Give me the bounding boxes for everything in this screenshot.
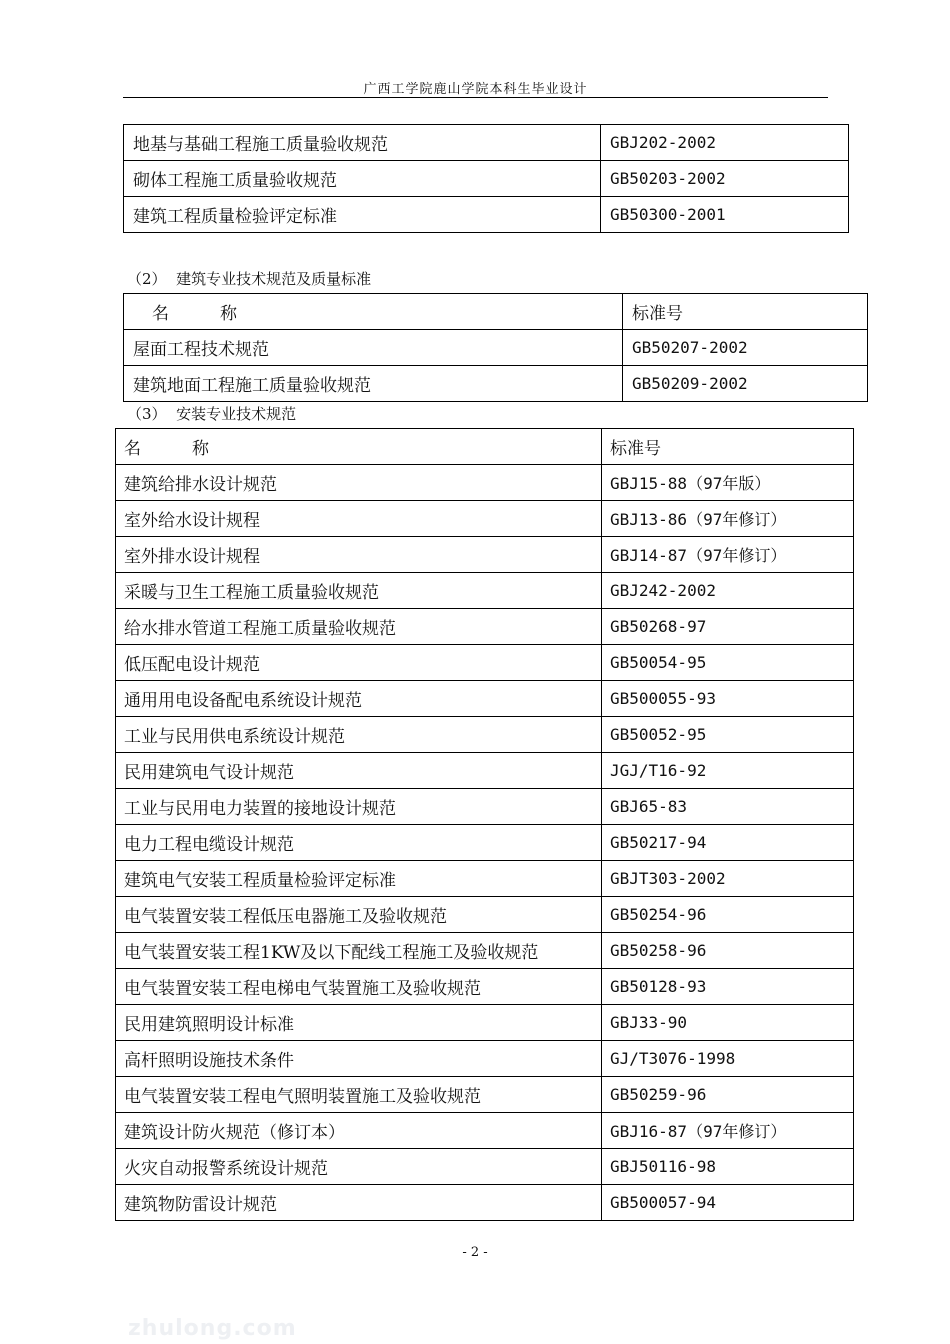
standard-name-cell: 地基与基础工程施工质量验收规范 — [124, 125, 601, 161]
table-row — [124, 330, 868, 366]
standard-code-cell: GB500057-94 — [602, 1185, 854, 1221]
architecture-standards-table-body — [124, 294, 868, 402]
standard-code-cell: GB50300-2001 — [601, 197, 849, 233]
table-row — [116, 1077, 854, 1113]
table-row — [116, 969, 854, 1005]
page-number: - 2 - — [462, 1245, 488, 1260]
table-row — [116, 501, 854, 537]
standard-name-cell: 工业与民用电力装置的接地设计规范 — [116, 789, 602, 825]
table-row — [116, 681, 854, 717]
table-row — [124, 125, 849, 161]
installation-standards-table — [115, 428, 854, 1221]
standard-code-cell: GB50054-95 — [602, 645, 854, 681]
standard-code-cell: GBJ33-90 — [602, 1005, 854, 1041]
table-row — [116, 789, 854, 825]
standard-name-cell: 电气装置安装工程电梯电气装置施工及验收规范 — [116, 969, 602, 1005]
standard-name-cell: 低压配电设计规范 — [116, 645, 602, 681]
standard-name-cell: 电气装置安装工程低压电器施工及验收规范 — [116, 897, 602, 933]
standard-code-cell: GB50209-2002 — [623, 366, 868, 402]
standard-name-cell: 给水排水管道工程施工质量验收规范 — [116, 609, 602, 645]
table-row — [116, 573, 854, 609]
standard-name-cell: 民用建筑电气设计规范 — [116, 753, 602, 789]
section-3-title: 安装专业技术规范 — [176, 405, 297, 423]
page-header: 广西工学院鹿山学院本科生毕业设计 — [363, 82, 588, 97]
table-row — [116, 1149, 854, 1185]
table-row — [116, 861, 854, 897]
table-row — [124, 366, 868, 402]
standard-code-cell: GBJ65-83 — [602, 789, 854, 825]
standard-code-cell: GB50259-96 — [602, 1077, 854, 1113]
standard-name-cell: 通用用电设备配电系统设计规范 — [116, 681, 602, 717]
standard-code-cell: GBJ16-87（97年修订） — [602, 1113, 854, 1149]
standard-code-cell: GB50217-94 — [602, 825, 854, 861]
standard-name-cell: 建筑地面工程施工质量验收规范 — [124, 366, 623, 402]
standard-name-cell: 建筑工程质量检验评定标准 — [124, 197, 601, 233]
table-row — [116, 1041, 854, 1077]
section-3-heading — [127, 403, 296, 424]
standard-name-cell: 建筑给排水设计规范 — [116, 465, 602, 501]
standard-code-cell: GBJ13-86（97年修订） — [602, 501, 854, 537]
standard-name-cell: 工业与民用供电系统设计规范 — [116, 717, 602, 753]
standard-code-cell: GBJ50116-98 — [602, 1149, 854, 1185]
standard-code-cell: GBJ242-2002 — [602, 573, 854, 609]
table-row — [116, 1185, 854, 1221]
standard-code-cell: GB50128-93 — [602, 969, 854, 1005]
standard-code-cell: GB50268-97 — [602, 609, 854, 645]
standard-name-cell: 室外给水设计规程 — [116, 501, 602, 537]
table-row — [124, 161, 849, 197]
table-row — [116, 897, 854, 933]
standard-name-cell: 采暖与卫生工程施工质量验收规范 — [116, 573, 602, 609]
table-row — [116, 753, 854, 789]
standard-name-cell: 建筑电气安装工程质量检验评定标准 — [116, 861, 602, 897]
standard-code-cell: GBJ14-87（97年修订） — [602, 537, 854, 573]
table-row — [116, 537, 854, 573]
standard-name-cell: 电气装置安装工程1KW及以下配线工程施工及验收规范 — [116, 933, 602, 969]
table-row — [116, 1113, 854, 1149]
table-row — [124, 197, 849, 233]
section-2-number: （2） — [127, 270, 167, 288]
standard-code-cell: GB50258-96 — [602, 933, 854, 969]
standard-code-cell: JGJ/T16-92 — [602, 753, 854, 789]
standard-name-cell: 高杆照明设施技术条件 — [116, 1041, 602, 1077]
standards-table-1 — [123, 124, 849, 233]
watermark-text: zhulong.com — [128, 1316, 297, 1341]
architecture-standards-table — [123, 293, 868, 402]
standard-name-cell: 民用建筑照明设计标准 — [116, 1005, 602, 1041]
table-row — [116, 645, 854, 681]
standard-code-cell: GB50207-2002 — [623, 330, 868, 366]
table-row — [116, 465, 854, 501]
standard-code-cell: GB50052-95 — [602, 717, 854, 753]
column-header-name: 名 称 — [124, 294, 623, 330]
column-header-code: 标准号 — [623, 294, 868, 330]
table-header-row — [124, 294, 868, 330]
table-row — [116, 609, 854, 645]
header-rule — [123, 97, 828, 98]
table-row — [116, 717, 854, 753]
standard-code-cell: GB50254-96 — [602, 897, 854, 933]
standard-name-cell: 砌体工程施工质量验收规范 — [124, 161, 601, 197]
column-header-code: 标准号 — [602, 429, 854, 465]
section-2-heading — [127, 268, 371, 289]
standard-name-cell: 电力工程电缆设计规范 — [116, 825, 602, 861]
standard-name-cell: 电气装置安装工程电气照明装置施工及验收规范 — [116, 1077, 602, 1113]
table-row — [116, 825, 854, 861]
standard-code-cell: GBJ15-88（97年版） — [602, 465, 854, 501]
standard-code-cell: GJ/T3076-1998 — [602, 1041, 854, 1077]
table-header-row — [116, 429, 854, 465]
standard-code-cell: GB500055-93 — [602, 681, 854, 717]
standard-name-cell: 屋面工程技术规范 — [124, 330, 623, 366]
column-header-name: 名 称 — [116, 429, 602, 465]
standard-name-cell: 建筑设计防火规范（修订本） — [116, 1113, 602, 1149]
standard-code-cell: GBJT303-2002 — [602, 861, 854, 897]
table-row — [116, 933, 854, 969]
table-row — [116, 1005, 854, 1041]
standard-code-cell: GBJ202-2002 — [601, 125, 849, 161]
standard-code-cell: GB50203-2002 — [601, 161, 849, 197]
installation-standards-table-body — [116, 429, 854, 1221]
standard-name-cell: 火灾自动报警系统设计规范 — [116, 1149, 602, 1185]
standard-name-cell: 室外排水设计规程 — [116, 537, 602, 573]
section-2-title: 建筑专业技术规范及质量标准 — [176, 270, 372, 288]
standard-name-cell: 建筑物防雷设计规范 — [116, 1185, 602, 1221]
standards-table-1-body — [124, 125, 849, 233]
section-3-number: （3） — [127, 405, 167, 423]
